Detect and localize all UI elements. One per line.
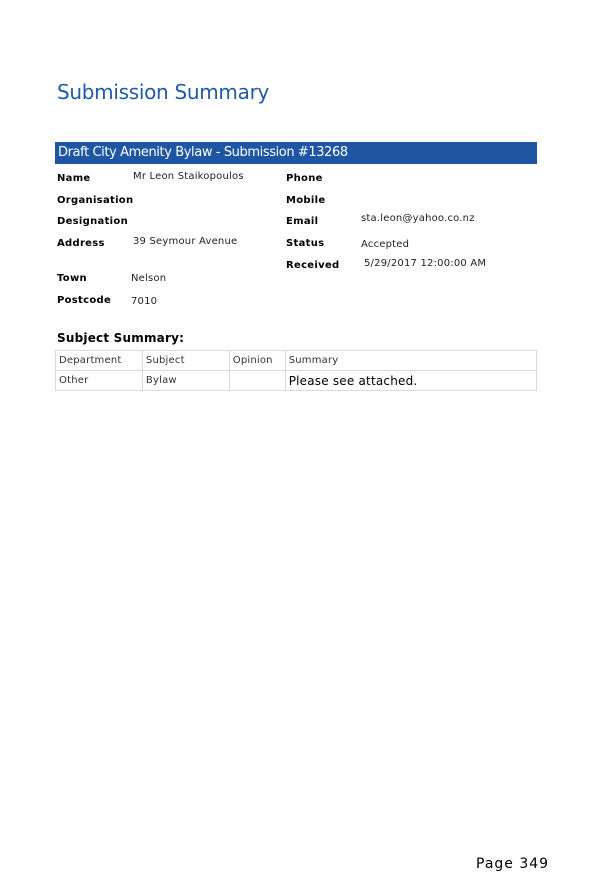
subject-summary-table (55, 350, 537, 391)
table-row (56, 371, 537, 391)
email-value: sta.leon@yahoo.co.nz (361, 213, 475, 224)
cell-department: Other (56, 371, 143, 391)
column-header-opinion: Opinion (229, 351, 285, 371)
email-label: Email (286, 216, 319, 227)
column-header-department: Department (56, 351, 143, 371)
page-number: Page 349 (476, 856, 550, 872)
postcode-label: Postcode (57, 295, 112, 306)
page-title: Submission Summary (57, 80, 270, 104)
cell-summary: Please see attached. (285, 371, 536, 391)
cell-subject: Bylaw (142, 371, 229, 391)
name-value: Mr Leon Staikopoulos (133, 171, 244, 182)
phone-label: Phone (286, 173, 323, 184)
status-value: Accepted (361, 239, 410, 250)
column-header-subject: Subject (142, 351, 229, 371)
town-value: Nelson (131, 273, 167, 284)
designation-label: Designation (57, 216, 128, 227)
submission-banner: Draft City Amenity Bylaw - Submission #13268 (55, 142, 537, 164)
organisation-label: Organisation (57, 195, 134, 206)
cell-opinion (229, 371, 285, 391)
postcode-value: 7010 (131, 296, 158, 307)
column-header-summary: Summary (285, 351, 536, 371)
status-label: Status (286, 238, 325, 249)
name-label: Name (57, 173, 91, 184)
town-label: Town (57, 273, 87, 284)
received-label: Received (286, 260, 340, 271)
received-value: 5/29/2017 12:00:00 AM (364, 258, 487, 269)
mobile-label: Mobile (286, 195, 326, 206)
subject-summary-heading: Subject Summary: (57, 331, 185, 345)
address-value: 39 Seymour Avenue (133, 236, 238, 247)
table-header-row (56, 351, 537, 371)
address-label: Address (57, 238, 105, 249)
